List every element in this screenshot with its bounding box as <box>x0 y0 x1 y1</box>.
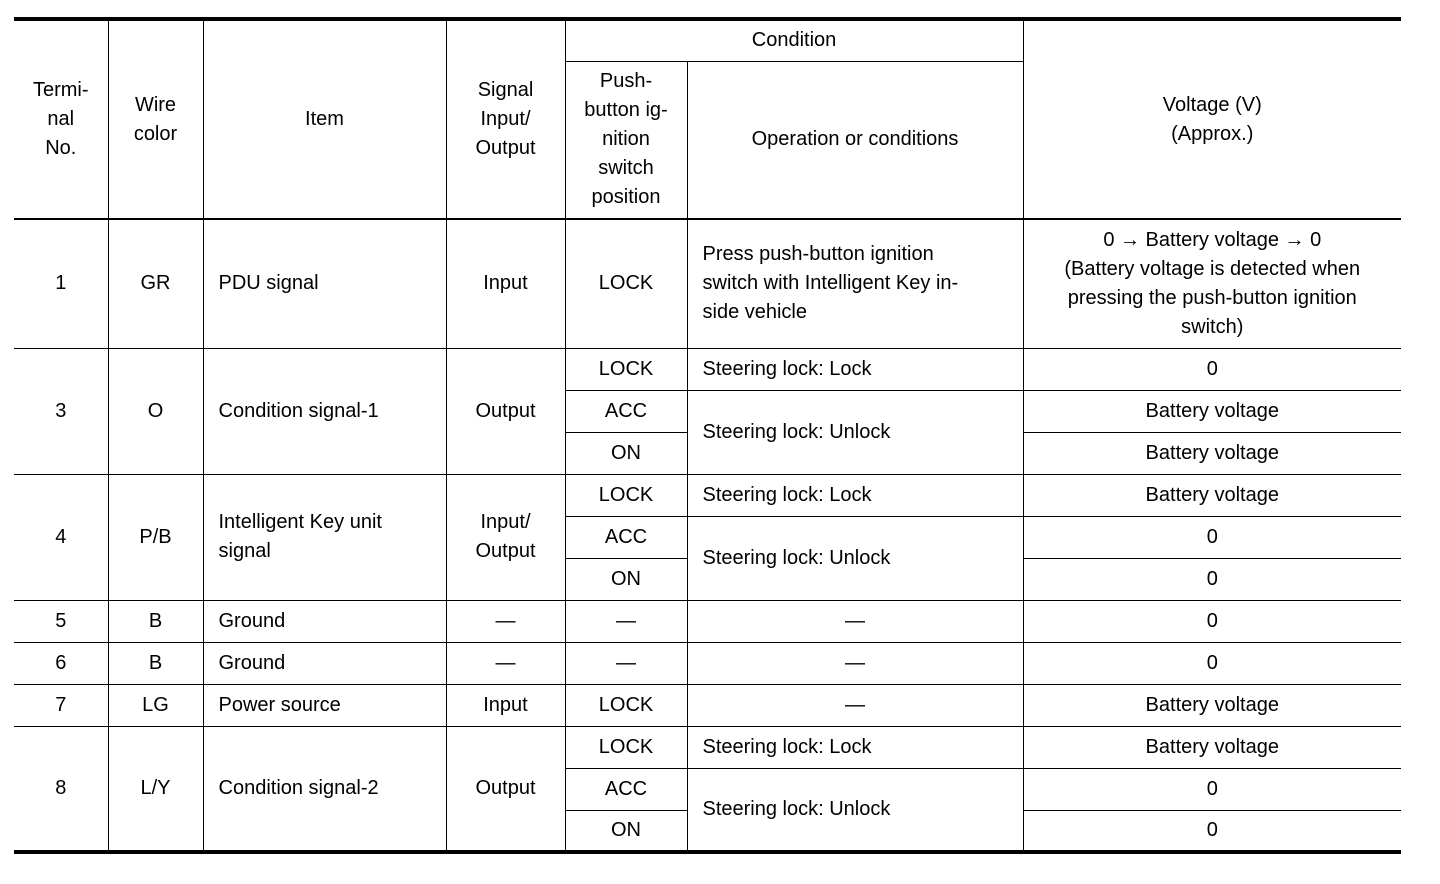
voltage-cell: 0 <box>1023 558 1401 600</box>
signal-cell: Output <box>446 348 565 474</box>
operation-cell: — <box>687 600 1023 642</box>
operation-cell: — <box>687 642 1023 684</box>
voltage-cell: 0 <box>1023 810 1401 852</box>
position-cell: LOCK <box>565 684 687 726</box>
voltage-cell: Battery voltage <box>1023 684 1401 726</box>
table-row <box>14 348 1401 390</box>
operation-cell: Steering lock: Unlock <box>687 390 1023 474</box>
item-cell: Power source <box>203 684 446 726</box>
terminal-cell: 7 <box>14 684 108 726</box>
position-cell: ON <box>565 810 687 852</box>
terminal-cell: 4 <box>14 474 108 600</box>
item-cell: Intelligent Key unit signal <box>203 474 446 600</box>
operation-cell: Steering lock: Lock <box>687 348 1023 390</box>
position-cell: — <box>565 600 687 642</box>
item-cell: Condition signal-2 <box>203 726 446 852</box>
table-row <box>14 474 1401 516</box>
terminal-table <box>14 17 1401 854</box>
operation-cell: Steering lock: Unlock <box>687 768 1023 852</box>
position-cell: — <box>565 642 687 684</box>
voltage-cell: 0 <box>1023 516 1401 558</box>
position-cell: LOCK <box>565 219 687 348</box>
operation-cell: Press push-button ignition switch with Intelligent Key in- side vehicle <box>687 219 1023 348</box>
position-cell: LOCK <box>565 474 687 516</box>
terminal-cell: 5 <box>14 600 108 642</box>
voltage-cell: Battery voltage <box>1023 474 1401 516</box>
header-condition: Condition <box>565 19 1023 61</box>
table-row <box>14 726 1401 768</box>
terminal-cell: 3 <box>14 348 108 474</box>
table-row <box>14 642 1401 684</box>
header-signal-io: Signal Input/ Output <box>446 19 565 219</box>
terminal-cell: 1 <box>14 219 108 348</box>
signal-cell: Input <box>446 684 565 726</box>
wire-color-cell: B <box>108 600 203 642</box>
voltage-cell: 0 <box>1023 642 1401 684</box>
terminal-cell: 8 <box>14 726 108 852</box>
voltage-cell: 0 <box>1023 348 1401 390</box>
table-row <box>14 684 1401 726</box>
header-item: Item <box>203 19 446 219</box>
position-cell: ACC <box>565 516 687 558</box>
position-cell: LOCK <box>565 348 687 390</box>
voltage-cell: 0 → Battery voltage → 0 (Battery voltage is detected when pressing the push-button ignition switch) <box>1023 219 1401 348</box>
signal-cell: Input/ Output <box>446 474 565 600</box>
header-switch-position: Push- button ig- nition switch position <box>565 61 687 219</box>
wire-color-cell: O <box>108 348 203 474</box>
operation-cell: Steering lock: Unlock <box>687 516 1023 600</box>
wire-color-cell: P/B <box>108 474 203 600</box>
item-cell: Ground <box>203 642 446 684</box>
operation-cell: Steering lock: Lock <box>687 726 1023 768</box>
voltage-cell: Battery voltage <box>1023 432 1401 474</box>
item-cell: Condition signal-1 <box>203 348 446 474</box>
terminal-cell: 6 <box>14 642 108 684</box>
table-row <box>14 219 1401 348</box>
voltage-cell: Battery voltage <box>1023 390 1401 432</box>
operation-cell: Steering lock: Lock <box>687 474 1023 516</box>
voltage-cell: 0 <box>1023 600 1401 642</box>
wire-color-cell: LG <box>108 684 203 726</box>
voltage-cell: Battery voltage <box>1023 726 1401 768</box>
operation-cell: — <box>687 684 1023 726</box>
header-row-top <box>14 19 1401 61</box>
position-cell: ACC <box>565 768 687 810</box>
wire-color-cell: GR <box>108 219 203 348</box>
signal-cell: Input <box>446 219 565 348</box>
header-wire-color: Wire color <box>108 19 203 219</box>
header-terminal-no: Termi- nal No. <box>14 19 108 219</box>
wire-color-cell: B <box>108 642 203 684</box>
header-voltage: Voltage (V) (Approx.) <box>1023 19 1401 219</box>
position-cell: LOCK <box>565 726 687 768</box>
table-row <box>14 600 1401 642</box>
item-cell: Ground <box>203 600 446 642</box>
item-cell: PDU signal <box>203 219 446 348</box>
position-cell: ACC <box>565 390 687 432</box>
voltage-cell: 0 <box>1023 768 1401 810</box>
signal-cell: — <box>446 642 565 684</box>
header-operation: Operation or conditions <box>687 61 1023 219</box>
position-cell: ON <box>565 558 687 600</box>
position-cell: ON <box>565 432 687 474</box>
signal-cell: Output <box>446 726 565 852</box>
wire-color-cell: L/Y <box>108 726 203 852</box>
signal-cell: — <box>446 600 565 642</box>
